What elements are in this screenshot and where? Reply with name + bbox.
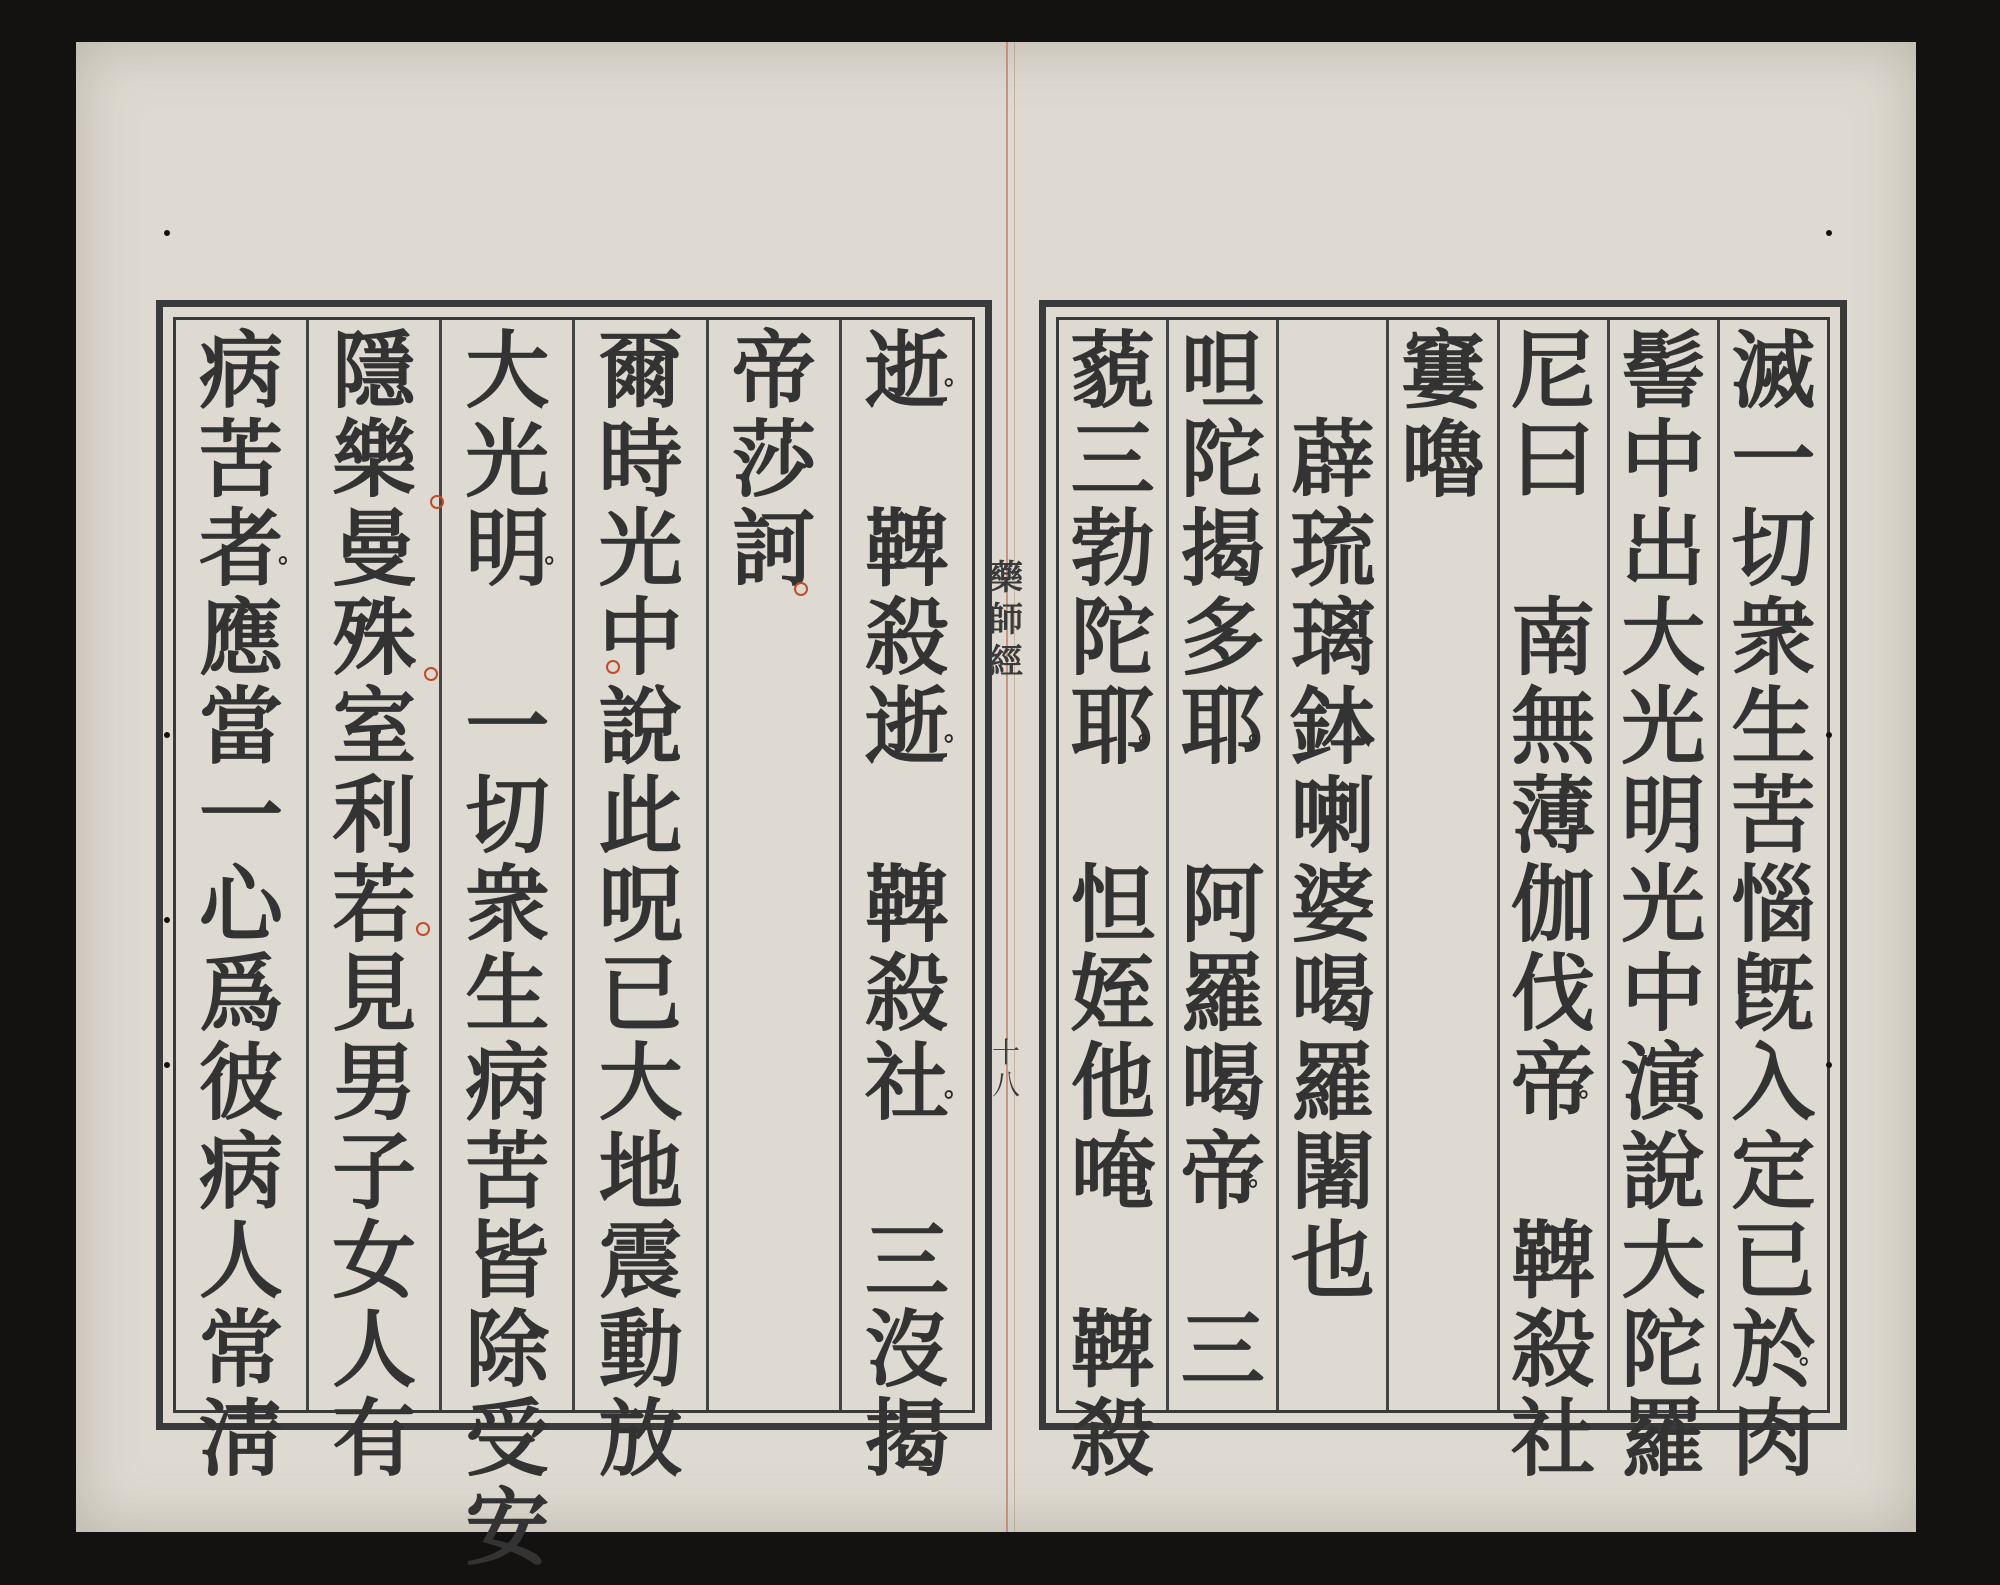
binding-hole <box>1826 732 1832 738</box>
glyph: 滅 <box>1731 321 1816 420</box>
glyph: 喝 <box>1290 944 1375 1043</box>
glyph <box>842 771 972 860</box>
glyph: 無 <box>1511 677 1596 776</box>
glyph: 呪 <box>598 855 683 954</box>
glyph: 琉 <box>1290 499 1375 598</box>
glyph: 生 <box>1731 677 1816 776</box>
glyph: 已 <box>598 944 683 1043</box>
glyph: 阿 <box>1180 855 1265 954</box>
glyph: 三 <box>1070 410 1155 509</box>
red-annotation-mark <box>606 660 620 674</box>
glyph: 人 <box>332 1300 417 1399</box>
glyph: 光 <box>465 410 550 509</box>
glyph <box>842 1127 972 1216</box>
glyph: 他 <box>1070 1033 1155 1132</box>
glyph: 訶 <box>731 499 816 598</box>
glyph: 鞞 <box>1070 1300 1155 1399</box>
glyph: 樂 <box>332 410 417 509</box>
glyph: 帝 。 <box>1169 1127 1276 1216</box>
glyph: 鞞 <box>1511 1211 1596 1310</box>
glyph: 南 <box>1511 588 1596 687</box>
left-page-text-column <box>839 320 972 1488</box>
glyph: 藐 <box>1070 321 1155 420</box>
glyph: 逝 。 <box>842 682 972 771</box>
glyph: 光 <box>1621 677 1706 776</box>
glyph: 社 。 <box>842 1038 972 1127</box>
center-title-glyph: 藥 <box>989 558 1023 598</box>
glyph: 利 <box>332 766 417 865</box>
glyph: 鉢 <box>1290 677 1375 776</box>
glyph: 皆 <box>465 1211 550 1310</box>
glyph: 定 <box>1731 1122 1816 1221</box>
left-page-frame <box>156 300 992 1577</box>
glyph: 爾 <box>598 321 683 420</box>
page-number-glyph: 八 <box>991 1068 1020 1101</box>
glyph: 惱 <box>1731 855 1816 954</box>
glyph: 呾 <box>1180 321 1265 420</box>
glyph: 逝 。 <box>842 326 972 415</box>
glyph: 者 。 <box>176 504 306 593</box>
glyph: 也 <box>1290 1211 1375 1310</box>
center-fold-line-secondary <box>1014 42 1015 1532</box>
glyph: 羅 <box>1290 1033 1375 1132</box>
glyph: 爲 <box>199 944 284 1043</box>
glyph: 放 <box>598 1389 683 1488</box>
glyph: 衆 <box>1731 588 1816 687</box>
binding-hole <box>164 230 170 236</box>
glyph: 殺 <box>864 944 949 1043</box>
glyph: 切 <box>465 766 550 865</box>
glyph: 殺 <box>864 588 949 687</box>
page-number-glyph: 十 <box>991 1036 1020 1069</box>
glyph: 姪 <box>1070 944 1155 1043</box>
right-page-text-column <box>1497 320 1607 1488</box>
glyph: 說 <box>1621 1122 1706 1221</box>
glyph: 衆 <box>465 855 550 954</box>
glyph: 說 <box>598 677 683 776</box>
glyph: 隱 <box>332 321 417 420</box>
left-page-text-column <box>306 320 439 1488</box>
right-page-text-column <box>1059 320 1166 1488</box>
glyph: 病 <box>199 321 284 420</box>
glyph: 伽 <box>1511 855 1596 954</box>
glyph: 社 <box>1511 1389 1596 1488</box>
glyph: 除 <box>465 1300 550 1399</box>
glyph <box>1059 1216 1166 1305</box>
red-annotation-mark <box>424 667 438 681</box>
glyph: 已 <box>1731 1211 1816 1310</box>
glyph: 出 <box>1621 499 1706 598</box>
glyph: 帝 <box>731 321 816 420</box>
glyph: 時 <box>598 410 683 509</box>
glyph: 陀 <box>1621 1300 1706 1399</box>
glyph: 常 <box>199 1300 284 1399</box>
glyph: 薄 <box>1511 766 1596 865</box>
glyph: 殺 <box>1511 1300 1596 1399</box>
binding-hole <box>164 1062 170 1068</box>
glyph: 揭 <box>1180 499 1265 598</box>
glyph: 動 <box>598 1300 683 1399</box>
glyph: 入 <box>1731 1033 1816 1132</box>
glyph: 安 <box>465 1478 550 1577</box>
binding-hole <box>1826 1062 1832 1068</box>
glyph: 髻 <box>1621 321 1706 420</box>
glyph: 一 <box>465 677 550 776</box>
glyph: 大 <box>1621 1211 1706 1310</box>
glyph: 一 <box>199 766 284 865</box>
glyph: 鞞 <box>864 855 949 954</box>
glyph: 人 <box>199 1211 284 1310</box>
glyph <box>842 415 972 504</box>
glyph: 旣 <box>1731 944 1816 1043</box>
left-page-text-column <box>706 320 839 1410</box>
glyph: 帝 。 <box>1500 1038 1607 1127</box>
glyph: 苦 <box>1731 766 1816 865</box>
glyph: 窶 <box>1401 321 1486 420</box>
glyph: 羅 <box>1180 944 1265 1043</box>
glyph: 怛 <box>1070 855 1155 954</box>
left-page-columns <box>173 317 975 1577</box>
glyph: 中 <box>1621 410 1706 509</box>
glyph: 苦 <box>465 1122 550 1221</box>
glyph: 室 <box>332 677 417 776</box>
glyph: 此 <box>598 766 683 865</box>
right-page-text-column <box>1386 320 1496 1410</box>
glyph: 若 <box>332 855 417 954</box>
glyph <box>442 593 572 682</box>
glyph: 耶 。 <box>1169 682 1276 771</box>
glyph: 肉 <box>1731 1389 1816 1488</box>
glyph: 於 。 <box>1720 1305 1827 1394</box>
glyph: 中 <box>598 588 683 687</box>
glyph: 殺 <box>1070 1389 1155 1488</box>
glyph: 中 <box>1621 944 1706 1043</box>
glyph: 當 <box>199 677 284 776</box>
glyph: 病 <box>199 1122 284 1221</box>
glyph: 地 <box>598 1122 683 1221</box>
right-page-text-column <box>1717 320 1827 1488</box>
glyph: 苦 <box>199 410 284 509</box>
glyph: 病 <box>465 1033 550 1132</box>
red-annotation-mark <box>416 922 430 936</box>
glyph: 大 <box>598 1033 683 1132</box>
glyph: 耶 。 <box>1059 682 1166 771</box>
glyph: 尼 <box>1511 321 1596 420</box>
glyph: 明 。 <box>442 504 572 593</box>
center-title-glyph: 經 <box>989 642 1023 682</box>
glyph: 一 <box>1731 410 1816 509</box>
glyph: 震 <box>598 1211 683 1310</box>
glyph: 婆 <box>1290 855 1375 954</box>
glyph: 切 <box>1731 499 1816 598</box>
glyph: 彼 <box>199 1033 284 1132</box>
glyph <box>1279 326 1386 415</box>
glyph <box>1059 771 1166 860</box>
glyph: 女 <box>332 1211 417 1310</box>
glyph: 三 <box>1180 1300 1265 1399</box>
right-page-text-column <box>1607 320 1717 1488</box>
glyph: 心 <box>199 855 284 954</box>
glyph: 受 <box>465 1389 550 1488</box>
right-page-columns <box>1056 317 1830 1488</box>
glyph: 見 <box>332 944 417 1043</box>
glyph: 伐 <box>1511 944 1596 1043</box>
book-sheet <box>76 42 1916 1577</box>
center-margin-page-number <box>981 1037 1031 1101</box>
glyph: 光 <box>598 499 683 598</box>
glyph: 沒 <box>864 1300 949 1399</box>
glyph: 淸 <box>199 1389 284 1488</box>
glyph: 莎 <box>731 410 816 509</box>
glyph: 大 <box>1621 588 1706 687</box>
glyph <box>1500 504 1607 593</box>
glyph <box>1500 1127 1607 1216</box>
glyph: 生 <box>465 944 550 1043</box>
glyph: 陀 <box>1070 588 1155 687</box>
glyph: 闍 <box>1290 1122 1375 1221</box>
left-page-text-column <box>176 320 306 1488</box>
glyph: 薜 <box>1290 410 1375 509</box>
glyph: 喝 <box>1180 1033 1265 1132</box>
red-annotation-mark <box>794 582 808 596</box>
glyph: 嚕 。 <box>1389 415 1496 504</box>
glyph: 男 <box>332 1033 417 1132</box>
glyph: 曰 <box>1511 410 1596 509</box>
glyph: 子 <box>332 1122 417 1221</box>
center-margin-title <box>981 557 1031 683</box>
glyph: 勃 <box>1070 499 1155 598</box>
right-page-frame <box>1039 300 1847 1488</box>
left-page-text-column <box>439 320 572 1577</box>
glyph: 演 <box>1621 1033 1706 1132</box>
center-title-glyph: 師 <box>989 600 1023 640</box>
glyph: 多 <box>1180 588 1265 687</box>
glyph: 有 <box>332 1389 417 1488</box>
glyph: 應 <box>199 588 284 687</box>
glyph: 鞞 <box>864 499 949 598</box>
binding-hole <box>1826 230 1832 236</box>
center-fold-line <box>1006 42 1008 1532</box>
glyph: 璃 <box>1290 588 1375 687</box>
binding-hole <box>164 917 170 923</box>
red-annotation-mark <box>430 495 444 509</box>
glyph: 三 <box>864 1211 949 1310</box>
binding-hole <box>164 732 170 738</box>
glyph: 大 <box>465 321 550 420</box>
glyph: 揭 <box>864 1389 949 1488</box>
glyph: 光 <box>1621 855 1706 954</box>
glyph: 唵 。 <box>1059 1127 1166 1216</box>
glyph: 殊 <box>332 588 417 687</box>
glyph: 明 。 <box>1610 771 1717 860</box>
glyph: 喇 <box>1290 766 1375 865</box>
glyph: 陀 <box>1180 410 1265 509</box>
glyph: 羅 <box>1621 1389 1706 1488</box>
glyph: 曼 <box>332 499 417 598</box>
left-page-text-column <box>572 320 705 1488</box>
